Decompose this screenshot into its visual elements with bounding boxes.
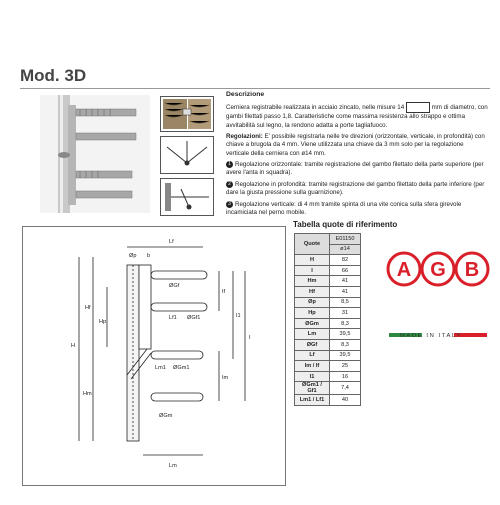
regulation-item <box>226 181 488 198</box>
row-value: 82 <box>330 255 361 266</box>
code-header: E01150 <box>330 234 361 245</box>
row-value: 31 <box>330 308 361 319</box>
row-key: Im / If <box>295 361 330 372</box>
page-title: Mod. 3D <box>20 66 87 85</box>
description-text-start: Cerniera registrabile realizzata in acciaio zincato, nelle misure 14 <box>226 104 405 112</box>
row-value: 8,3 <box>330 318 361 329</box>
dim-i-label: I <box>249 335 251 341</box>
row-key: ØGf <box>295 339 330 350</box>
quote-header: Quote <box>295 234 330 255</box>
size-box <box>406 102 430 113</box>
row-value: 41 <box>330 276 361 287</box>
logo-letter-b: B <box>464 259 480 281</box>
table-row <box>295 255 361 266</box>
agb-logo <box>386 250 490 288</box>
description-text-end: mm di diametro, con gambi filettati passo 1,8. Caratteristiche come massima resistenza allo strappo e ottima avvitabilità sul legno, la rendono adatta a porte tagliafuoco. <box>226 104 488 129</box>
row-value: 66 <box>330 265 361 276</box>
regulation-item <box>226 161 488 178</box>
row-key: Hf <box>295 286 330 297</box>
dim-hp-label: Hp <box>99 319 107 325</box>
reference-table <box>294 233 361 406</box>
row-key: Hp <box>295 308 330 319</box>
italy-flag-stripe <box>389 324 487 328</box>
table-row <box>295 297 361 308</box>
row-value: 16 <box>330 371 361 382</box>
dim-ogf-label: ØGf <box>169 283 180 289</box>
dim-ogm1-label: ØGm1 <box>173 365 190 371</box>
product-photo <box>40 95 150 213</box>
logo-letter-a: A <box>396 259 412 281</box>
depth-adjust-inset <box>160 136 214 174</box>
regulation-paragraph <box>226 133 488 158</box>
row-key: Lm1 / Lf1 <box>295 395 330 406</box>
description-text <box>226 102 488 130</box>
regulation-item-text: Regolazione verticale: di 4 mm tramite spinta di una vite conica sulla sfera girevole incamiciata nel perno mobile. <box>226 200 462 217</box>
horizontal-adjust-inset <box>160 178 214 216</box>
size-header: ø14 <box>330 244 361 255</box>
table-row <box>295 276 361 287</box>
row-key: Lm <box>295 329 330 340</box>
dim-h-label: H <box>71 343 76 349</box>
dim-lf-label: Lf <box>169 239 174 245</box>
row-value: 8,5 <box>330 297 361 308</box>
wood-section-inset <box>160 96 214 132</box>
row-key: ØGm <box>295 318 330 329</box>
description-heading: Descrizione <box>226 91 265 98</box>
row-key: I1 <box>295 371 330 382</box>
row-value: 25 <box>330 361 361 372</box>
table-row <box>295 371 361 382</box>
table-row <box>295 339 361 350</box>
regulation-item-text: Regolazione in profondità: tramite registrazione del gambo filettato della parte inferiore (per dare la giusta pressione sulla guarnizione). <box>226 180 485 197</box>
row-value: 8,3 <box>330 339 361 350</box>
dim-if-label: If <box>222 289 226 295</box>
regulation-text: E' possibile registrarla nelle tre direzioni (orizzontale, verticale, in profondità) con chiave a brugola da 4 mm. Viene utilizzata una chiave da 3 mm solo per la regolazione verticale della cerniera con ø14 mm. <box>226 132 485 157</box>
table-row <box>295 265 361 276</box>
table-row <box>295 382 361 395</box>
row-key: Øp <box>295 297 330 308</box>
row-value: 7,4 <box>330 382 361 395</box>
description-block <box>226 90 488 221</box>
table-row <box>295 308 361 319</box>
table-row <box>295 286 361 297</box>
bullet-number-icon: 1 <box>226 161 233 168</box>
dim-b-label: b <box>147 253 151 259</box>
dim-op-label: Øp <box>129 253 137 259</box>
row-key: ØGm1 / Gf1 <box>295 382 330 395</box>
row-value: 39,5 <box>330 350 361 361</box>
row-key: Hm <box>295 276 330 287</box>
table-row <box>295 350 361 361</box>
made-in-italy-text: MADE IN ITALY <box>400 333 462 339</box>
technical-drawing <box>22 226 286 486</box>
dim-hm-label: Hm <box>83 391 92 397</box>
regulation-item-text: Regolazione orizzontale: tramite registrazione del gambo filettato della parte superiore (per avere l'anta in squadra). <box>226 161 484 177</box>
dim-lm-label: Lm <box>169 463 177 469</box>
row-value: 39,5 <box>330 329 361 340</box>
table-row <box>295 329 361 340</box>
dim-lf1-label: Lf1 <box>169 315 177 321</box>
row-key: I <box>295 265 330 276</box>
logo-letter-g: G <box>430 259 446 281</box>
title-divider <box>20 88 490 89</box>
regulation-item <box>226 201 488 218</box>
row-value: 40 <box>330 395 361 406</box>
dim-i1-label: I1 <box>236 313 241 319</box>
bullet-number-icon: 2 <box>226 181 233 188</box>
dim-ogf1-label: ØGf1 <box>187 315 201 321</box>
table-title: Tabella quote di riferimento <box>293 220 398 229</box>
bullet-number-icon: 3 <box>226 201 233 208</box>
table-row <box>295 234 361 245</box>
table-row <box>295 361 361 372</box>
row-key: H <box>295 255 330 266</box>
dim-ogm-label: ØGm <box>159 413 173 419</box>
row-value: 41 <box>330 286 361 297</box>
dim-im-label: Im <box>222 375 229 381</box>
table-row <box>295 395 361 406</box>
dim-hf-label: Hf <box>85 305 91 311</box>
row-key: Lf <box>295 350 330 361</box>
dim-lm1-label: Lm1 <box>155 365 166 371</box>
table-row <box>295 318 361 329</box>
regulation-label: Regolazioni: <box>226 132 263 140</box>
